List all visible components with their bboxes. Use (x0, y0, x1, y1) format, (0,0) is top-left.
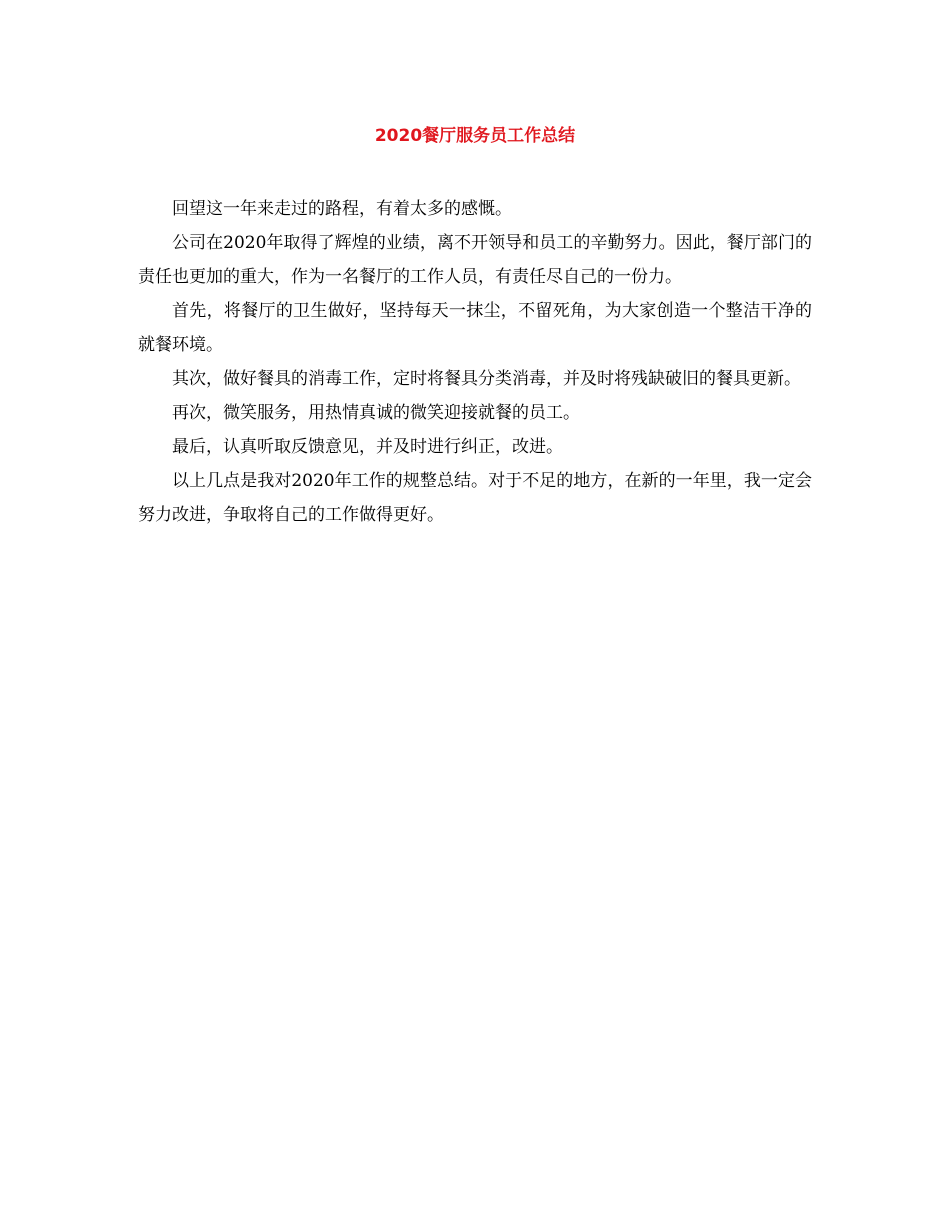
paragraph-company-achievement: 公司在2020年取得了辉煌的业绩，离不开领导和员工的辛勤努力。因此，餐厅部门的责任也更加的重大，作为一名餐厅的工作人员，有责任尽自己的一份力。 (138, 233, 812, 287)
paragraph-second-disinfection: 其次，做好餐具的消毒工作，定时将餐具分类消毒，并及时将残缺破旧的餐具更新。 (172, 369, 801, 389)
document-body (138, 192, 812, 532)
paragraph-first-hygiene: 首先，将餐厅的卫生做好，坚持每天一抹尘，不留死角，为大家创造一个整洁干净的就餐环境。 (138, 301, 812, 355)
paragraph-third-smile-service: 再次，微笑服务，用热情真诚的微笑迎接就餐的员工。 (172, 403, 580, 423)
document-title: 2020餐厅服务员工作总结 (374, 126, 576, 146)
paragraph-fourth-feedback: 最后，认真听取反馈意见，并及时进行纠正，改进。 (172, 437, 563, 457)
paragraph-conclusion: 以上几点是我对2020年工作的规整总结。对于不足的地方，在新的一年里，我一定会努力改进，争取将自己的工作做得更好。 (138, 471, 812, 525)
paragraph-intro: 回望这一年来走过的路程，有着太多的感慨。 (172, 199, 512, 219)
